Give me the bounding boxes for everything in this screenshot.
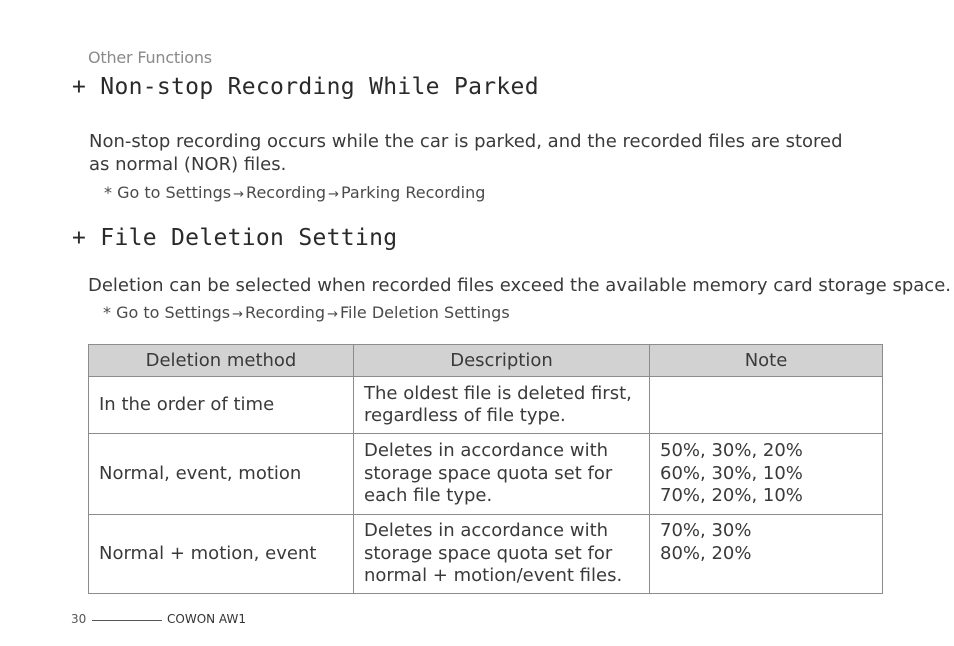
settings-path-deletion [103,303,510,322]
heading-file-deletion: + File Deletion Setting [72,225,398,251]
note-cell [650,434,883,515]
section-label: Other Functions [88,48,212,67]
arrow-right-icon: → [233,187,245,202]
description-line: each file type. [364,485,493,507]
path-prefix: * Go to Settings [104,183,232,202]
description-line: normal + motion/event files. [364,565,623,587]
description-cell [354,434,650,515]
deletion-description [88,274,951,297]
note-cell [650,377,883,434]
method-cell: Normal + motion, event [89,515,354,594]
deletion-methods-table [88,344,883,594]
page-number: 30 [71,612,87,626]
arrow-right-icon: → [328,187,339,202]
body-line: as normal (NOR) files. [89,154,287,175]
description-line: storage space quota set for [364,542,613,564]
body-line: Deletion can be selected when recorded files exceed the available memory card storage space. [88,275,951,296]
description-cell [354,377,650,434]
note-line: 80%, 20% [660,542,752,564]
body-line: Non-stop recording occurs while the car is parked, and the recorded files are stored [89,131,843,152]
arrow-right-icon: → [232,307,244,322]
description-line: The oldest file is deleted first, [364,382,632,404]
table-row [89,515,883,594]
table-row [89,434,883,515]
method-cell: In the order of time [89,377,354,434]
description-cell [354,515,650,594]
path-step: Parking Recording [340,183,486,202]
footer-divider [92,620,162,621]
footer-brand: COWON AW1 [167,612,246,626]
note-line: 70%, 20%, 10% [660,485,803,507]
description-line: storage space quota set for [364,462,613,484]
nonstop-description [89,130,843,176]
column-header-note: Note [650,345,883,377]
path-prefix: * Go to Settings [103,303,231,322]
description-line: Deletes in accordance with [364,440,609,462]
description-line: regardless of file type. [364,405,566,426]
note-line [660,565,872,588]
path-step: Recording [245,303,326,322]
method-cell: Normal, event, motion [89,434,354,515]
settings-path-parking [104,183,485,202]
path-step: Recording [246,183,327,202]
arrow-right-icon: → [327,307,338,322]
note-line: 60%, 30%, 10% [660,462,803,484]
note-line: 70%, 30% [660,520,752,542]
note-line: 50%, 30%, 20% [660,440,803,462]
column-header-method: Deletion method [89,345,354,377]
note-cell [650,515,883,594]
column-header-description: Description [354,345,650,377]
table-row [89,377,883,434]
description-line: Deletes in accordance with [364,520,609,542]
path-step: File Deletion Settings [339,303,510,322]
heading-nonstop-recording: + Non-stop Recording While Parked [72,74,539,100]
table-header-row [89,345,883,377]
